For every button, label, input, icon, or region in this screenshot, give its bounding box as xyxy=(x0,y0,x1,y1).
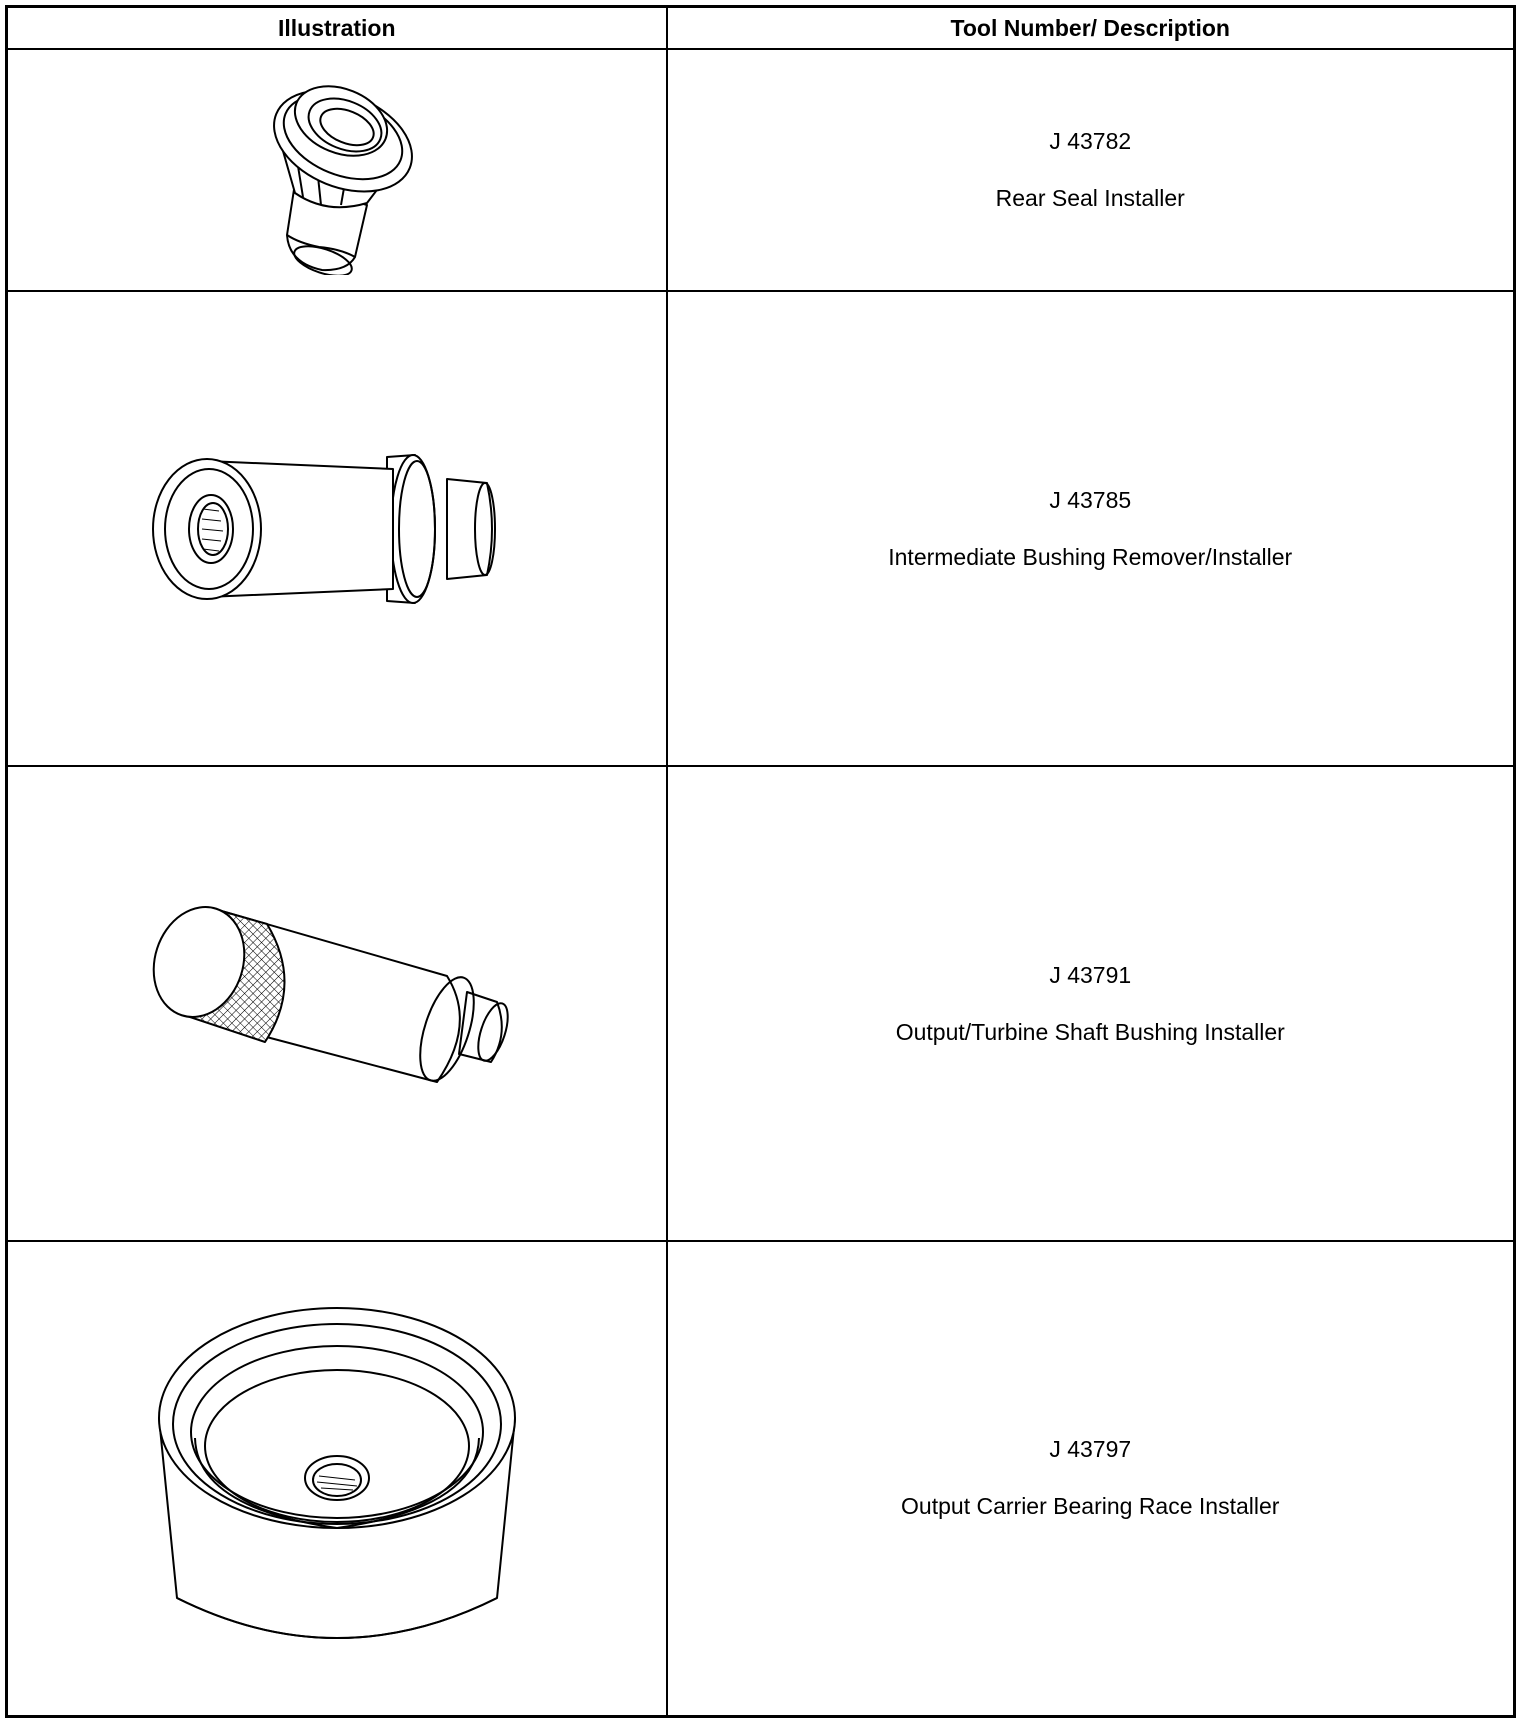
tool-number: J 43785 xyxy=(1049,486,1132,513)
bearing-race-installer-icon xyxy=(147,1298,527,1658)
table-row xyxy=(7,291,1515,766)
tool-number: J 43791 xyxy=(1049,961,1132,988)
table-row xyxy=(7,766,1515,1241)
description-cell xyxy=(667,291,1515,766)
illustration-cell xyxy=(7,766,667,1241)
table-header-row xyxy=(7,7,1515,50)
table-row xyxy=(7,1241,1515,1716)
header-tool-description: Tool Number/ Description xyxy=(667,7,1515,50)
illustration-cell xyxy=(7,1241,667,1716)
illustration-cell xyxy=(7,291,667,766)
illustration-cell xyxy=(7,49,667,291)
tool-description: Output Carrier Bearing Race Installer xyxy=(901,1493,1280,1520)
tool-number: J 43797 xyxy=(1049,1436,1132,1463)
tool-description: Rear Seal Installer xyxy=(995,185,1185,211)
description-cell xyxy=(667,766,1515,1241)
shaft-bushing-installer-icon xyxy=(147,904,527,1104)
table-row xyxy=(7,49,1515,291)
tool-description: Intermediate Bushing Remover/Installer xyxy=(888,543,1293,570)
header-illustration: Illustration xyxy=(7,7,667,50)
tool-description: Output/Turbine Shaft Bushing Installer xyxy=(895,1018,1285,1045)
bushing-remover-installer-icon xyxy=(147,439,527,619)
description-cell xyxy=(667,49,1515,291)
rear-seal-installer-icon xyxy=(237,65,437,275)
tool-number: J 43782 xyxy=(1049,128,1132,154)
description-cell xyxy=(667,1241,1515,1716)
special-tools-table xyxy=(5,5,1516,1718)
